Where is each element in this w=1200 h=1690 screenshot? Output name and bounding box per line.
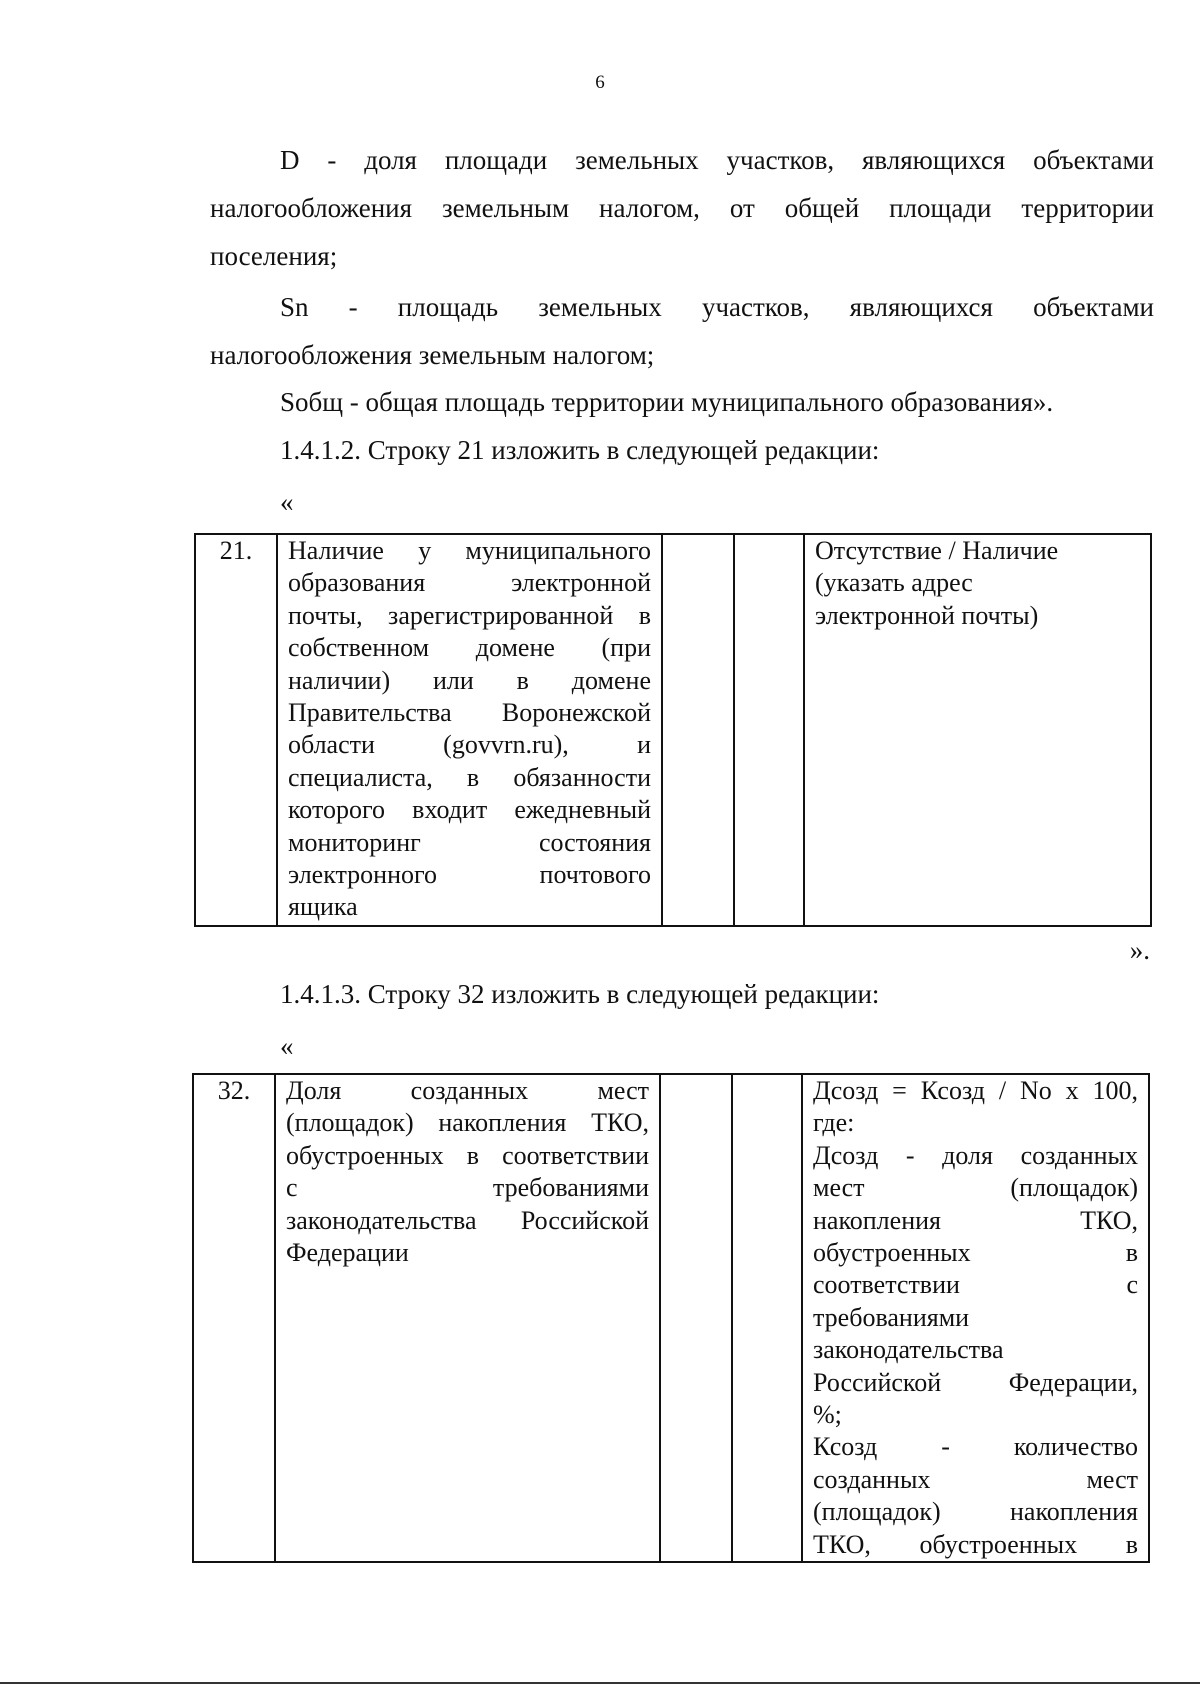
value-line: Отсутствие / Наличие [815, 536, 1059, 565]
value-line: накопления ТКО, [813, 1205, 1138, 1235]
empty-cell-3 [662, 534, 734, 926]
value-line: %; [813, 1400, 842, 1430]
desc-line: Наличие у муниципального [288, 536, 651, 565]
desc-line: почты, зарегистрированной в [288, 600, 651, 630]
value-line: Дсозд - доля созданных [813, 1140, 1138, 1170]
value-line: Российской Федерации, [813, 1367, 1138, 1397]
desc-line: собственном домене (при [288, 633, 651, 663]
desc-line: Правительства Воронежской [288, 698, 651, 728]
definition-sn [210, 283, 1154, 379]
value-line: (площадок) накопления [813, 1497, 1138, 1527]
row-value-cell [802, 1074, 1149, 1562]
value-line: требованиями [813, 1302, 970, 1332]
definition-sn-line1: Sn - площадь земельных участков, являющихся объектами [280, 292, 1154, 322]
definition-d-line3: поселения; [210, 241, 338, 271]
row-number-cell: 21. [195, 534, 277, 926]
empty-cell-4 [732, 1074, 802, 1562]
value-line: Ксозд - количество [813, 1432, 1138, 1462]
row-value-cell [804, 534, 1151, 926]
row-number-cell: 32. [193, 1074, 275, 1562]
value-line: соответствии с [813, 1270, 1138, 1300]
definition-d-line1: D - доля площади земельных участков, являющихся объектами [280, 145, 1154, 175]
definition-sobsh: Sобщ - общая площадь территории муниципального образования». [280, 387, 1054, 417]
empty-cell-3 [660, 1074, 732, 1562]
value-line: электронной почты) [815, 600, 1039, 630]
desc-line: (площадок) накопления ТКО, [286, 1108, 649, 1138]
section1-open-quote: « [280, 487, 294, 517]
desc-line: обустроенных в соответствии [286, 1140, 649, 1170]
value-line: где: [813, 1108, 855, 1138]
desc-line: Федерации [286, 1238, 409, 1268]
value-line: (указать адрес [815, 568, 973, 598]
desc-line: наличии) или в домене [288, 665, 651, 695]
value-line: законодательства [813, 1335, 1004, 1365]
value-line: ТКО, обустроенных в [813, 1529, 1138, 1559]
desc-line: образования электронной [288, 568, 651, 598]
definition-sn-line2: налогообложения земельным налогом; [210, 340, 655, 370]
section2-heading: 1.4.1.3. Строку 32 изложить в следующей редакции: [280, 979, 880, 1009]
table-row-21 [194, 533, 1152, 927]
table-row-32 [192, 1073, 1150, 1563]
desc-line: Доля созданных мест [286, 1076, 649, 1105]
desc-line: мониторинг состояния [288, 827, 651, 857]
section1-close-quote: ». [1129, 935, 1150, 965]
value-line: созданных мест [813, 1464, 1138, 1494]
value-line: обустроенных в [813, 1238, 1138, 1268]
row-description-cell [277, 534, 662, 926]
desc-line: электронного почтового [288, 860, 651, 890]
table-row [193, 1074, 1149, 1562]
desc-line: ящика [288, 892, 358, 922]
value-line: Дсозд = Ксозд / No x 100, [813, 1076, 1138, 1105]
desc-line: специалиста, в обязанности [288, 762, 651, 792]
page-number: 6 [595, 72, 605, 93]
empty-cell-4 [734, 534, 804, 926]
desc-line: области (govvrn.ru), и [288, 730, 651, 760]
definition-d [210, 136, 1154, 280]
value-line: мест (площадок) [813, 1173, 1138, 1203]
definition-d-line2: налогообложения земельным налогом, от общей площади территории [210, 193, 1154, 223]
table-row [195, 534, 1151, 926]
desc-line: законодательства Российской [286, 1205, 649, 1235]
desc-line: которого входит ежедневный [288, 795, 651, 825]
section1-heading: 1.4.1.2. Строку 21 изложить в следующей редакции: [280, 435, 880, 465]
row-description-cell [275, 1074, 660, 1562]
bottom-rule [0, 1682, 1200, 1684]
desc-line: с требованиями [286, 1173, 649, 1203]
section2-open-quote: « [280, 1031, 294, 1061]
